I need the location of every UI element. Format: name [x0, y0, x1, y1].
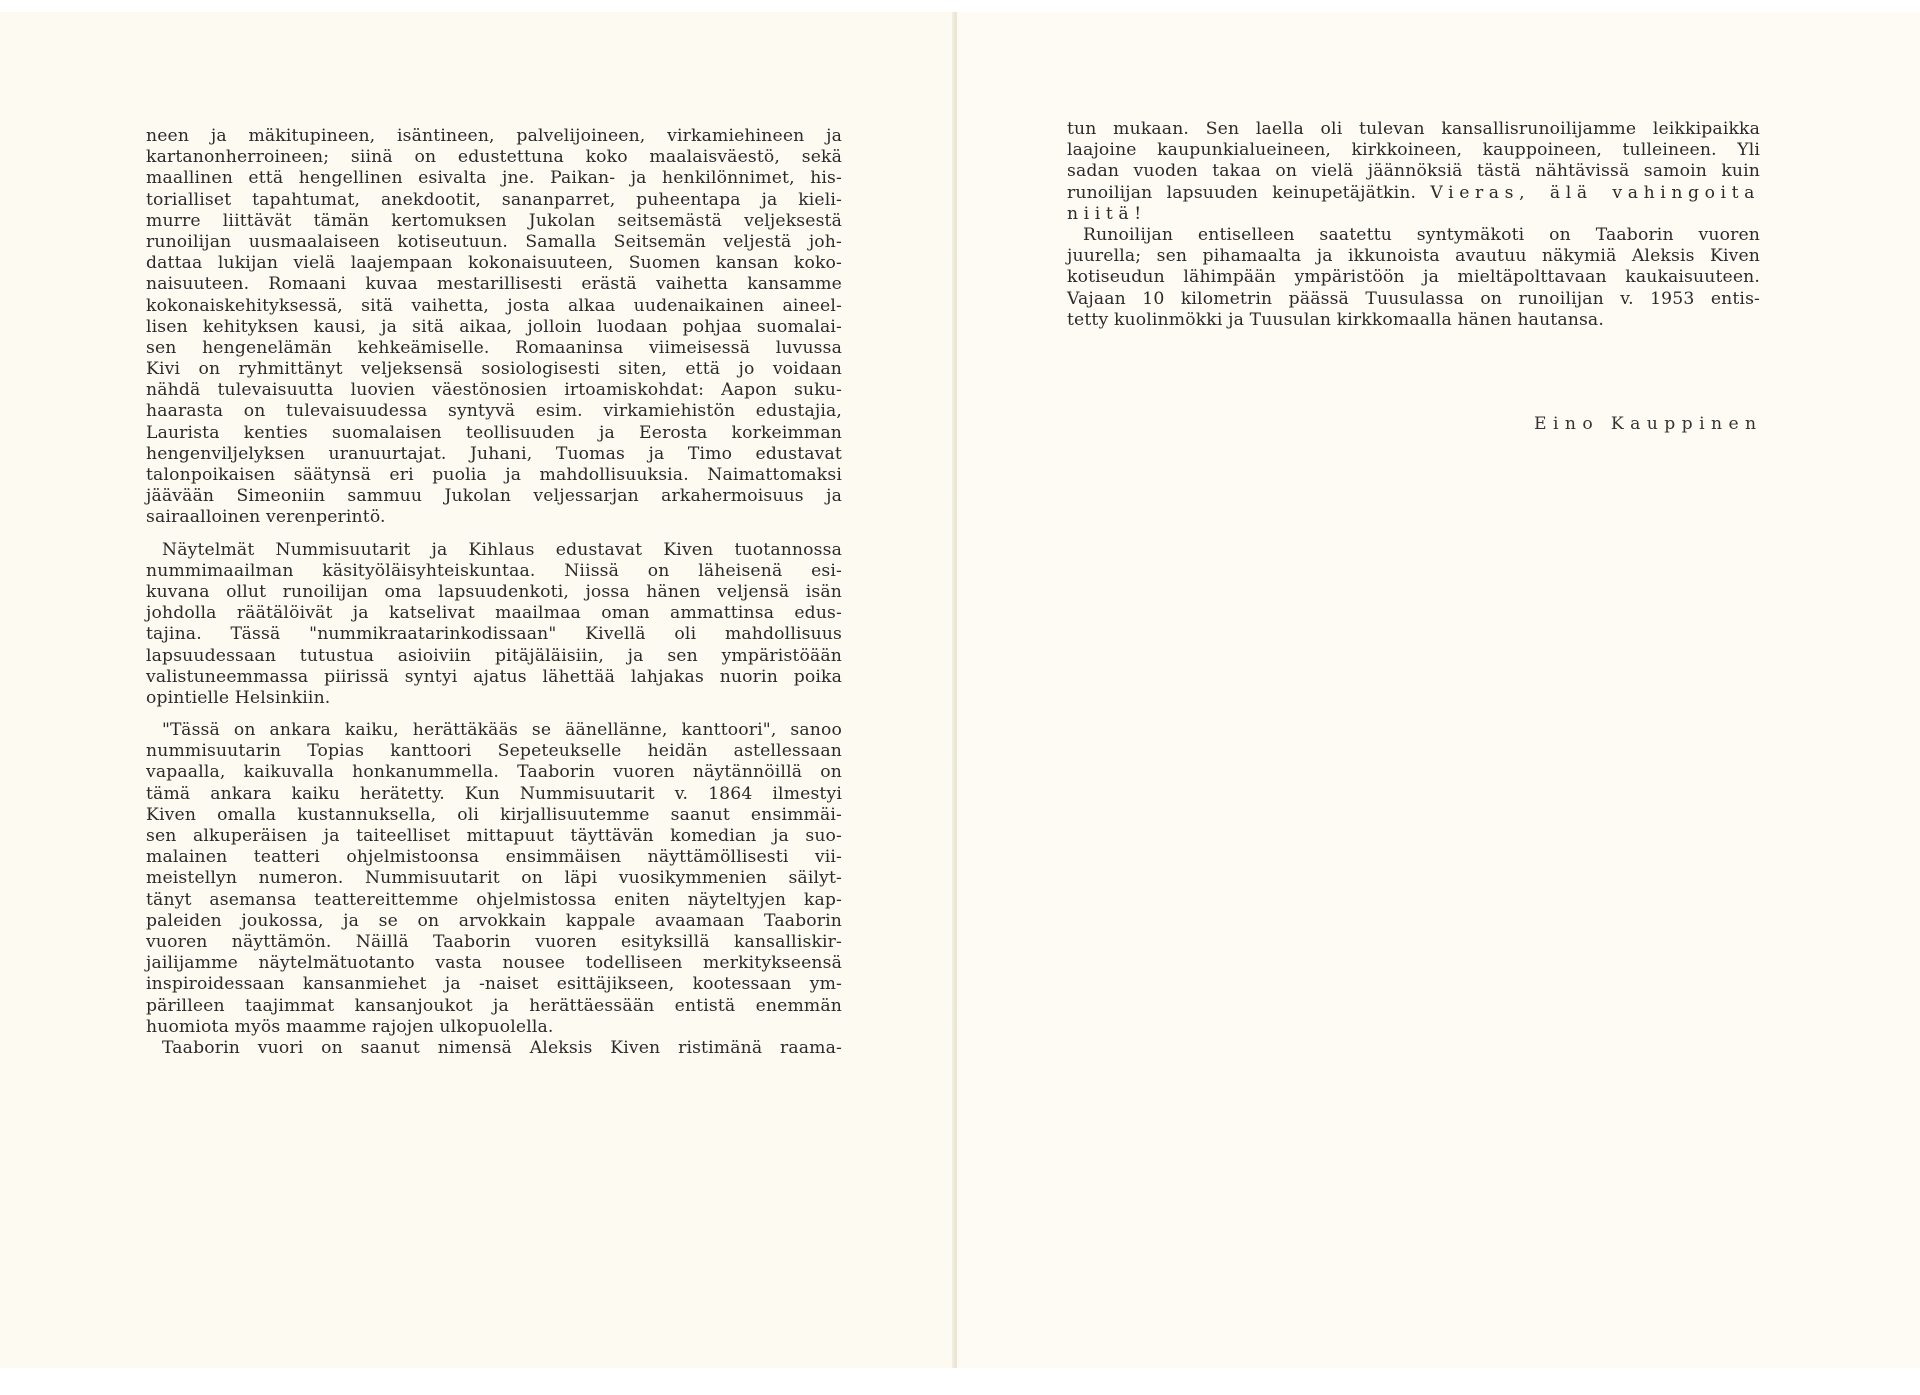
author-signature: Eino Kauppinen	[1534, 414, 1763, 434]
text-line: meistellyn numeron. Nummisuutarit on läpi vuosikymmenien säilyt-	[146, 868, 842, 889]
text-line: tetty kuolinmökki ja Tuusulan kirkkomaalla hänen hautansa.	[1067, 309, 1604, 330]
text-line: murre liittävät tämän kertomuksen Jukolan seitsemästä veljeksestä	[146, 210, 842, 231]
text-line: "Tässä on ankara kaiku, herättäkääs se äänellänne, kanttoori", sanoo	[162, 720, 842, 741]
text-line: runoilijan lapsuuden keinupetäjätkin. Vieras, älä vahingoita	[1067, 182, 1760, 203]
text-line: tämä ankara kaiku herätetty. Kun Nummisuutarit v. 1864 ilmestyi	[146, 783, 842, 804]
right-page-text	[1067, 119, 1760, 331]
left-paragraph-2	[146, 540, 842, 710]
left-paragraph-3	[146, 720, 842, 1038]
text-line: laajoine kaupunkialueineen, kirkkoineen, kauppoineen, tulleineen. Yli	[1067, 140, 1760, 161]
book-spread	[0, 12, 1920, 1368]
text-line: valistuneemmassa piirissä syntyi ajatus lähettää lahjakas nuorin poika	[146, 666, 842, 687]
text-line: jäävään Simeoniin sammuu Jukolan veljessarjan arkahermoisuus ja	[146, 486, 842, 507]
text-line: tajina. Tässä "nummikraatarinkodissaan" Kivellä oli mahdollisuus	[146, 624, 842, 645]
text-line: huomiota myös maamme rajojen ulkopuolella.	[146, 1016, 554, 1037]
text-line: Vajaan 10 kilometrin päässä Tuusulassa on runoilijan v. 1953 entis-	[1067, 288, 1760, 309]
text-line: pärilleen taajimmat kansanjoukot ja herättäessään entistä enemmän	[146, 995, 842, 1016]
left-page-text	[146, 126, 842, 1059]
text-line: runoilijan uusmaalaiseen kotiseutuun. Samalla Seitsemän veljestä joh-	[146, 231, 842, 252]
text-line: Näytelmät Nummisuutarit ja Kihlaus edustavat Kiven tuotannossa	[162, 539, 842, 560]
text-line: tänyt asemansa teattereittemme ohjelmistossa eniten näyteltyjen kap-	[146, 889, 842, 910]
emphasis-spaced-text: Vieras, älä vahingoita	[1430, 182, 1760, 203]
text-line: Runoilijan entiselleen saatettu syntymäkoti on Taaborin vuoren	[1083, 224, 1760, 245]
text-line: Kivi on ryhmittänyt veljeksensä sosiologisesti siten, että jo voidaan	[146, 359, 842, 380]
text-line: opintielle Helsinkiin.	[146, 687, 331, 708]
text-line: dattaa lukijan vielä laajempaan kokonaisuuteen, Suomen kansan koko-	[146, 253, 842, 274]
left-paragraph-1	[146, 126, 842, 529]
text-line: sen hengenelämän kehkeämiselle. Romaaninsa viimeisessä luvussa	[146, 337, 842, 358]
text-line: lisen kehityksen kausi, ja sitä aikaa, jolloin luodaan pohjaa suomalai-	[146, 316, 842, 337]
text-line: juurella; sen pihamaalta ja ikkunoista avautuu näkymiä Aleksis Kiven	[1067, 246, 1760, 267]
text-line: Laurista kenties suomalaisen teollisuuden ja Eerosta korkeimman	[146, 422, 842, 443]
text-line: kartanonherroineen; siinä on edustettuna koko maalaisväestö, sekä	[146, 147, 842, 168]
text-line: neen ja mäkitupineen, isäntineen, palvelijoineen, virkamiehineen ja	[146, 126, 842, 146]
right-page	[957, 12, 1920, 1368]
text-line: hengenviljelyksen uranuurtajat. Juhani, Tuomas ja Timo edustavat	[146, 443, 842, 464]
text-line: tun mukaan. Sen laella oli tulevan kansallisrunoilijamme leikkipaikka	[1067, 119, 1760, 139]
text-line: sen alkuperäisen ja taiteelliset mittapuut täyttävän komedian ja suo-	[146, 826, 842, 846]
text-line: Kiven omalla kustannuksella, oli kirjallisuutemme saanut ensimmäi-	[146, 804, 842, 825]
text-line: vapaalla, kaikuvalla honkanummella. Taaborin vuoren näytännöillä on	[146, 762, 842, 783]
text-line: nähdä tulevaisuutta luovien väestönosien irtoamiskohdat: Aapon suku-	[146, 380, 842, 401]
text-line: inspiroidessaan kansanmiehet ja -naiset esittäjikseen, kootessaan ym-	[146, 974, 842, 995]
text-line: sairaalloinen verenperintö.	[146, 507, 386, 528]
text-line: talonpoikaisen säätynsä eri puolia ja mahdollisuuksia. Naimattomaksi	[146, 465, 842, 485]
text-line: lapsuudessaan tutustua asioiviin pitäjäläisiin, ja sen ympäristöään	[146, 645, 842, 666]
left-page	[0, 12, 955, 1368]
text-line: vuoren näyttämön. Näillä Taaborin vuoren esityksillä kansalliskir-	[146, 931, 842, 952]
text-line: naisuuteen. Romaani kuvaa mestarillisesti erästä vaihetta kansamme	[146, 274, 842, 295]
text-line: niitä!	[1067, 203, 1147, 224]
text-line: haarasta on tulevaisuudessa syntyvä esim. virkamiehistön edustajia,	[146, 401, 842, 422]
text-line: paleiden joukossa, ja se on arvokkain kappale avaamaan Taaborin	[146, 910, 842, 931]
text-line: johdolla räätälöivät ja katselivat maailmaa oman ammattinsa edus-	[146, 603, 842, 624]
text-line: sadan vuoden takaa on vielä jäännöksiä tästä nähtävissä samoin kuin	[1067, 161, 1760, 182]
text-line: kokonaiskehityksessä, sitä vaihetta, josta alkaa uudenaikainen aineel-	[146, 295, 842, 316]
text-line: nummisuutarin Topias kanttoori Sepeteukselle heidän astellessaan	[146, 741, 842, 762]
text-line: nummimaailman käsityöläisyhteiskuntaa. Niissä on läheisenä esi-	[146, 560, 842, 581]
right-paragraph-1	[1067, 119, 1760, 225]
text-line: torialliset tapahtumat, anekdootit, sananparret, puheentapa ja kieli-	[146, 189, 842, 210]
text-line: kuvana ollut runoilijan oma lapsuudenkoti, jossa hänen veljensä isän	[146, 581, 842, 602]
left-paragraph-4	[146, 1038, 842, 1059]
text-line: maallinen että hengellinen esivalta jne. Paikan- ja henkilönnimet, his-	[146, 168, 842, 189]
text-line: jailijamme näytelmätuotanto vasta nousee todelliseen merkitykseensä	[146, 953, 842, 974]
text-line: malainen teatteri ohjelmistoonsa ensimmäisen näyttämöllisesti vii-	[146, 847, 842, 868]
text-line: kotiseudun lähimpään ympäristöön ja mieltäpolttavaan kaukaisuuteen.	[1067, 267, 1760, 288]
text-line: Taaborin vuori on saanut nimensä Aleksis Kiven ristimänä raama-	[162, 1037, 842, 1058]
right-paragraph-2	[1067, 225, 1760, 331]
